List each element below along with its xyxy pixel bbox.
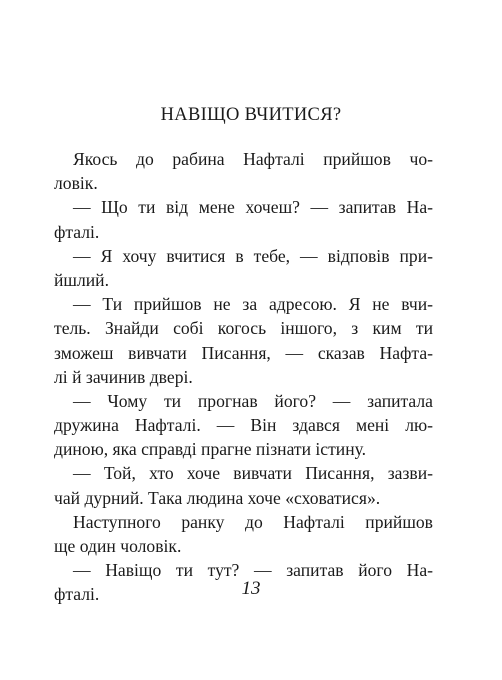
text-line: дружина Нафталі. — Він здався мені лю- [54,415,433,436]
text-line: фталі. [54,221,100,242]
text-line: йшлий. [54,269,109,290]
text-line: — Той, хто хоче вивчати Писання, зазви- [73,463,433,484]
text-line: — Я хочу вчитися в тебе, — відповів при- [73,245,433,266]
text-line: диною, яка справді прагне пізнати істину. [54,439,367,460]
chapter-title: НАВІЩО ВЧИТИСЯ? [160,105,342,125]
text-line: лі й зачинив двері. [54,366,193,387]
text-line: — Навіщо ти тут? — запитав його На- [73,560,433,581]
body-text [54,147,433,607]
text-line: — Що ти від мене хочеш? — запитав На- [73,197,433,218]
text-line: фталі. [54,584,100,605]
text-line: Наступного ранку до Нафталі прийшов [73,511,433,532]
text-line: тель. Знайди собі когось іншого, з ким ти [54,318,433,339]
text-line: — Чому ти прогнав його? — запитала [73,390,433,411]
text-line: — Ти прийшов не за адресою. Я не вчи- [73,294,433,315]
text-line: чай дурний. Така людина хоче «сховатися». [54,487,381,508]
text-line: зможеш вивчати Писання, — сказав Нафта- [54,342,433,363]
text-line: ще один чоловік. [54,536,182,556]
page-number: 13 [241,578,261,599]
text-line: ловік. [54,173,98,194]
text-line: Якось до рабина Нафталі прийшов чо- [73,149,433,169]
